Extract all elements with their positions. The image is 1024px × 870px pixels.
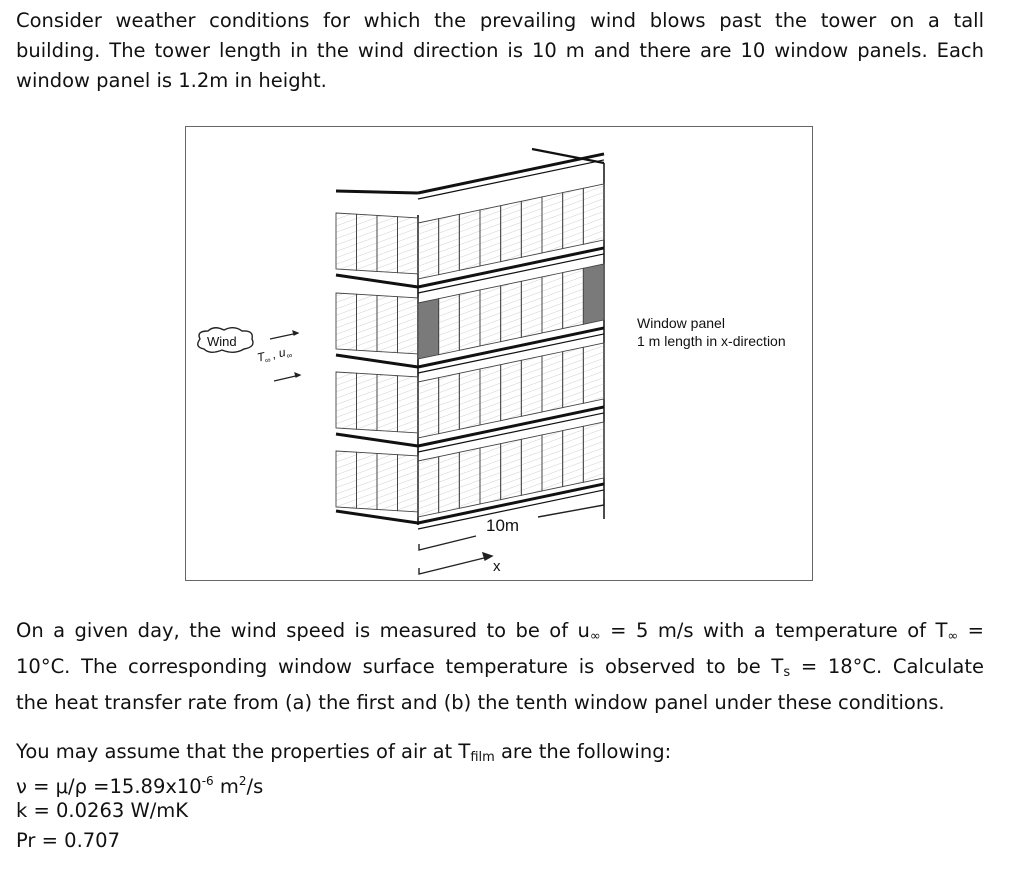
side-slab bbox=[336, 511, 418, 523]
window-panel bbox=[563, 268, 584, 328]
window-panel bbox=[542, 352, 563, 412]
window-panel bbox=[563, 426, 584, 486]
side-window-panel bbox=[336, 451, 357, 508]
window-panel bbox=[583, 184, 604, 244]
properties-intro: You may assume that the properties of air at $T_{film}$ are the following: bbox=[16, 740, 672, 765]
window-panel bbox=[542, 193, 563, 253]
window-panel bbox=[521, 197, 542, 257]
side-window-panel bbox=[377, 215, 398, 272]
svg-text:,: , bbox=[270, 347, 277, 362]
window-panel bbox=[439, 294, 460, 354]
window-panel bbox=[480, 286, 501, 346]
window-panel bbox=[480, 444, 501, 504]
side-window-panel bbox=[357, 214, 378, 271]
side-window-panel bbox=[398, 455, 419, 512]
window-panel-highlighted bbox=[418, 299, 439, 359]
window-panel bbox=[521, 356, 542, 416]
side-window-panel bbox=[336, 293, 357, 350]
window-panel bbox=[459, 448, 480, 508]
side-slab bbox=[336, 434, 418, 446]
side-slab bbox=[336, 191, 418, 193]
side-window-panel bbox=[357, 294, 378, 351]
panel-label-line-2: 1 m length in x-direction bbox=[637, 333, 786, 349]
building-tower bbox=[336, 149, 604, 529]
svg-text:∞: ∞ bbox=[264, 355, 272, 366]
side-window-panel bbox=[398, 376, 419, 433]
length-label: 10m bbox=[486, 516, 520, 535]
side-window-panel bbox=[357, 452, 378, 509]
window-panel bbox=[459, 290, 480, 350]
property-k: k = 0.0263 W/mK bbox=[16, 799, 189, 822]
problem-line-1: On a given day, the wind speed is measured to be of $u_\infty = 5$ m/s with a temperature of $T_\infty$ = bbox=[16, 619, 985, 644]
property-nu: $\nu = \mu/\rho =15.89x10^{-6}$ $m^2/s$ bbox=[16, 774, 264, 798]
window-panel bbox=[418, 457, 439, 517]
side-window-panel bbox=[357, 373, 378, 430]
svg-text:T: T bbox=[255, 349, 266, 365]
side-window-panel bbox=[377, 453, 398, 510]
window-panel-highlighted bbox=[583, 264, 604, 324]
wind-label: Wind bbox=[207, 334, 237, 349]
window-panel bbox=[480, 365, 501, 425]
side-window-panel bbox=[377, 295, 398, 352]
side-window-panel bbox=[398, 217, 419, 274]
side-slab bbox=[336, 355, 418, 367]
intro-line-3: window panel is 1.2m in height. bbox=[16, 69, 327, 92]
side-slab bbox=[336, 275, 418, 287]
window-panel bbox=[459, 369, 480, 429]
intro-paragraph bbox=[16, 6, 984, 96]
side-window-panel bbox=[377, 374, 398, 431]
side-window-panel bbox=[336, 213, 357, 270]
panel-label-line-1: Window panel bbox=[637, 315, 725, 331]
window-panel bbox=[542, 273, 563, 333]
window-panel bbox=[501, 360, 522, 420]
window-panel bbox=[459, 210, 480, 270]
window-panel bbox=[501, 439, 522, 499]
problem-paragraph bbox=[16, 616, 984, 748]
window-panel bbox=[480, 206, 501, 266]
x-axis-arrow bbox=[419, 553, 492, 574]
window-panel bbox=[418, 219, 439, 279]
side-window-panel bbox=[398, 297, 419, 354]
window-panel bbox=[439, 214, 460, 274]
window-panel bbox=[418, 378, 439, 438]
window-panel bbox=[583, 343, 604, 403]
window-panel bbox=[563, 188, 584, 248]
window-panel bbox=[563, 347, 584, 407]
side-window-panel bbox=[336, 372, 357, 429]
intro-line-2: building. The tower length in the wind direction is 10 m and there are 10 window panels. Each bbox=[16, 39, 984, 62]
wind-cloud bbox=[198, 328, 253, 353]
window-panel bbox=[439, 452, 460, 512]
x-axis-label: x bbox=[493, 558, 501, 575]
window-panel bbox=[521, 277, 542, 337]
freestream-label bbox=[256, 344, 294, 367]
svg-text:∞: ∞ bbox=[285, 350, 294, 361]
svg-text:u: u bbox=[277, 345, 287, 361]
property-pr: Pr = 0.707 bbox=[16, 829, 120, 852]
window-panel bbox=[583, 422, 604, 482]
window-panel bbox=[439, 373, 460, 433]
window-panel bbox=[521, 435, 542, 495]
window-panel bbox=[501, 281, 522, 341]
building-diagram bbox=[186, 127, 812, 580]
window-panel bbox=[501, 201, 522, 261]
window-panel bbox=[542, 431, 563, 491]
problem-line-3: the heat transfer rate from (a) the first and (b) the tenth window panel under these conditions. bbox=[16, 691, 945, 714]
building-figure bbox=[185, 126, 813, 581]
floor-slab bbox=[418, 154, 604, 193]
intro-line-1: Consider weather conditions for which the prevailing wind blows past the tower on a tall bbox=[16, 9, 984, 32]
problem-line-2: 10°C. The corresponding window surface temperature is observed to be $T_s = 18^\circ C$. Calculate bbox=[16, 655, 985, 680]
